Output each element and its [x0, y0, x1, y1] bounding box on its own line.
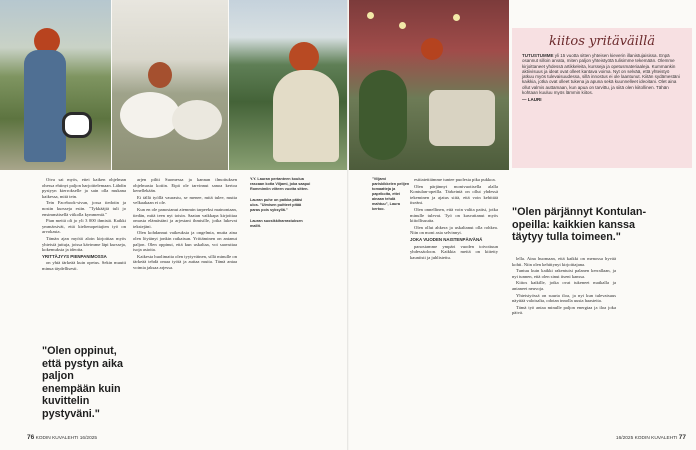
- paragraph: Kiitos kaikille, jotka ovat tukeneet matkalla ja antaneet neuvoja.: [512, 280, 616, 291]
- subheading: JOKA VUODEN NAISTENPÄIVÄNÄ: [410, 236, 483, 242]
- page-number: 76: [27, 434, 35, 441]
- hair-shape: [289, 42, 319, 72]
- photo-woman-with-dog: [0, 0, 111, 170]
- paragraph: Yhteistyössä on suurta iloa, ja nyt kun tulevaisuus näyttää valoisalta, odotan innolla uusia haasteita.: [512, 292, 616, 304]
- sheep-shape: [120, 92, 180, 138]
- caption-right: "Viljami pariskikkelen pelijen tomaatteja ja paprikoita, ettei ainaan tehdä mahtuu", Laura kertoo.: [372, 177, 410, 211]
- caption: Y.Y. Lauran pertanteen koulua rascaan kotia Viljami, joka saapui Rommimiin viiteen vuotta sitten.: [250, 177, 311, 191]
- paragraph: Pian meitä oli jo yli 3 000 ihmistä. Kaikki ymmärsivät, että kieltenopettajien työ on arvokasta.: [42, 218, 126, 235]
- box-text: [522, 53, 682, 95]
- left-column-1: [42, 177, 126, 273]
- paragraph: on yhtä tärkeää kuin opetus. Sekin muutti minua täydellisesti.: [42, 260, 126, 271]
- overalls-shape: [24, 50, 66, 162]
- box-signature: — LAURI: [522, 97, 542, 103]
- paragraph: Kun en ole panostanut aiemmin tarpeeksi mainontaan, tiedän, mitä teen nyt toisin. Saatan vaikkapa kirjoittaa omasta elämästäni ja arjestani ihmisille, jotka lukevat tekstejäni.: [133, 206, 237, 229]
- box-title: kiitos yritäväillä: [548, 34, 656, 49]
- box-body: yli 15 vuotta sitten yhteisen kieverin illanistujaisissa. Enpä osannut silloin arvata, miten paljon yhteistyötä tulisimme tekemään. Olemme kirjoittaneet yhdessä artikkeleita, kursseja ja opetusmateriaaleja. Kummankin aktiivisuus ja ideat ovat olleet kantava voima. Nyt on selvää, että yhteistyö jatkuu myös tulevaisuudessa, sillä innostus ei ole laantunut. Kiitän sydämestäni kaikkia, jotka ovat olleet tukena ja apuna sekä kuunnelleet ideoitani. Olet aina ollut valmis auttamaan, kun apua on tarvittu, ja siitä olen kiitollinen. Tähän kohtaan kuuluu myös lämmin kiitos.: [522, 53, 680, 96]
- dress-shape: [273, 70, 339, 162]
- paragraph: Kaikesta huolimatta olen tyytyväinen, sillä minulle on tärkeää tehdä omaa työtä ja auttaa muita. Tämä antaa voimia jaksaa arjessa.: [133, 253, 237, 270]
- hair-shape: [148, 62, 172, 88]
- paragraph: arjen piltti Suomessa ja kannan ilmoituksen ohjelmasta kotiin. Eipä ole tarvinnut sanoa kertoa kenellekään.: [133, 177, 237, 194]
- paragraph: Tämän ajan myötä aloin kirjoittaa myös yhteisiä juttuja, joissa kävimme läpi kursseja, kokemuksia ja ideoita.: [42, 235, 126, 253]
- paragraph: Oiva sai myös, ettei kaiken ohjelman ohessa ehtinyt paljon harjoittelemaan. Lähdin pystyyn kierrokselle ja sain olla mukana kaikessa, mitä tein.: [42, 177, 126, 199]
- sheep-shape: [172, 100, 222, 140]
- folio-text: 16/2025 KODIN KUVALEHTI: [615, 436, 678, 441]
- paragraph: Tuntuu kuin kaikki rakentuisi palanen kerrallaan, ja nyt tunnen, että olen sinut itseni kanssa.: [512, 268, 616, 279]
- paragraph: Tein Facebook-sivun, jossa tiedotin ja nostin kursseja esiin. "Tykkääjiä tuli jo ensimmäisellä viikolla kymmeniä.": [42, 200, 126, 217]
- dog-shape: [62, 112, 92, 138]
- chair-shape: [429, 90, 495, 146]
- caption: Lauran suosikkiharrastuksen mallit.: [250, 219, 303, 228]
- pull-quote-left: "Olen oppinut, että pystyn aika paljon enempään kuin kuvittelin pystyväni.": [42, 345, 124, 420]
- paragraph: Olen kohdannut vaikeuksia ja ongelmia, mutta aina olen löytänyt jonkin ratkaisun. Yrittäminen on antanut paljon. Olen oppinut, että kun uskaltaa, voi saavuttaa isoja asioita.: [133, 230, 237, 253]
- light-bulb-icon: [453, 14, 460, 21]
- subheading: YRITTÄJYYS PIENPANIMOSSA: [42, 253, 107, 259]
- light-bulb-icon: [399, 22, 406, 29]
- pull-quote-right: "Olen pärjännyt Kontulan-opeilla: kaikkien kanssa täytyy tulla toimeen.": [512, 206, 647, 244]
- photo-captions: [250, 177, 312, 235]
- plant-shape: [359, 70, 407, 160]
- caption: Lauran puhe on paikka pääsi ulos. "Uimisen puitteet pitää paras pois syksyllä.": [250, 198, 303, 212]
- paragraph: Ei tällä työllä vaurastu, se menee, mitä tulee, mutta velkaakaan ei ole.: [133, 194, 237, 206]
- light-bulb-icon: [367, 12, 374, 19]
- photo-woman-on-shore: [229, 0, 347, 170]
- paragraph: Olen pärjännyt monivuotisella alalla Kontulan-opeilla. Tärkeintä on ollut yhdessä tekeminen ja ajatus siitä, että voin kehittää itseäni.: [410, 183, 498, 206]
- folio-right: [616, 434, 686, 441]
- right-column-1: [410, 177, 498, 261]
- photo-woman-in-garden: [349, 0, 509, 170]
- paragraph: Tämä työ antaa minulle paljon energiaa ja iloa joka päivä.: [512, 304, 616, 316]
- box-lead: TUTUSTUMME: [522, 53, 554, 58]
- paragraph: Olen ollut ahkera ja uskaltanut olla rohkea. Niin on moni asia selvinnyt.: [410, 224, 498, 236]
- page-gutter: [347, 0, 349, 450]
- photo-woman-with-sheep: [112, 0, 228, 170]
- paragraph: lella. Aina huomaan, että kaikki on menossa hyvää kohti. Niin olen kehittynyt kirjoittajana.: [512, 256, 616, 267]
- left-column-2: [133, 177, 237, 272]
- page-number: 77: [678, 434, 686, 441]
- folio-text: KODIN KUVALEHTI 16/2025: [35, 436, 98, 441]
- right-column-2: [512, 256, 616, 317]
- paragraph: panostamme ympäri vuoden toivottuun yhdessäoloon. Kaikkia meitä on kiitetty kauniisti ja juhlistettu.: [410, 243, 498, 260]
- paragraph: esitiatettiämme tuntee puolesta pika pukkoa.: [414, 177, 496, 182]
- paragraph: Olen onnellinen, että voin valita paitsi, jotka minulle tulevat. Työ on kasvattanut myös kiitollisuutta.: [410, 206, 498, 224]
- thank-you-box: [512, 28, 692, 168]
- hair-shape: [421, 38, 443, 60]
- folio-left: [27, 434, 97, 441]
